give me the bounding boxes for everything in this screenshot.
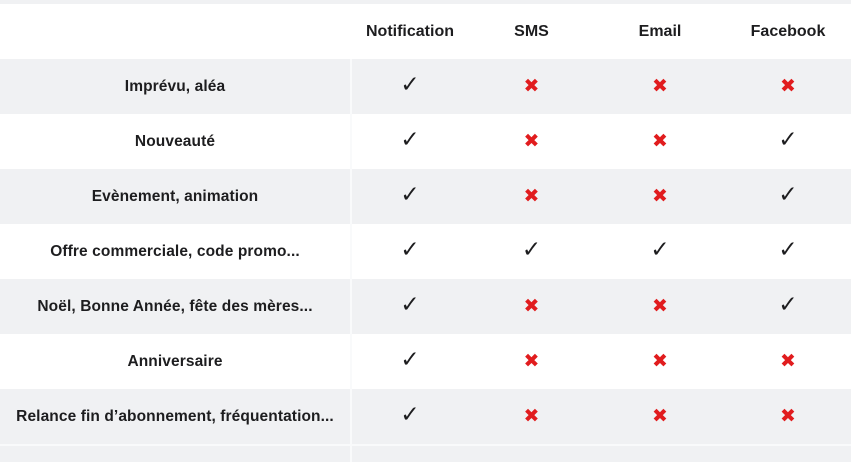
cross-icon: ✖ (652, 130, 668, 152)
row-label: Noël, Bonne Année, fête des mères... (0, 279, 352, 334)
table-row (0, 224, 851, 279)
table-row (0, 279, 851, 334)
cross-icon: ✖ (652, 185, 668, 207)
check-icon: ✓ (400, 182, 420, 208)
cross-icon: ✖ (652, 295, 668, 317)
row-label: Relance fin d’abonnement, fréquentation... (0, 389, 352, 444)
column-header-notification: Notification (366, 22, 454, 40)
cross-icon: ✖ (780, 75, 796, 97)
cross-icon: ✖ (523, 350, 540, 372)
check-icon: ✓ (400, 292, 420, 318)
cross-icon (725, 334, 851, 389)
cross-icon (595, 279, 725, 334)
check-icon (725, 169, 851, 224)
cross-icon: ✖ (523, 130, 540, 152)
cross-icon: ✖ (523, 185, 540, 207)
table-rows (0, 59, 851, 444)
check-icon (352, 279, 468, 334)
cross-icon (595, 334, 725, 389)
column-header-sms: SMS (514, 22, 549, 40)
footer-columns-area (352, 446, 851, 462)
row-label: Offre commerciale, code promo... (0, 224, 352, 279)
table-row (0, 59, 851, 114)
row-label: Anniversaire (0, 334, 352, 389)
cross-icon: ✖ (523, 405, 540, 427)
check-icon (352, 59, 468, 114)
cross-icon (725, 59, 851, 114)
cross-icon (468, 59, 595, 114)
check-icon: ✓ (650, 237, 670, 263)
check-icon (595, 224, 725, 279)
cross-icon: ✖ (523, 75, 540, 97)
cross-icon (468, 114, 595, 169)
check-icon (725, 279, 851, 334)
check-icon (725, 224, 851, 279)
check-icon (725, 114, 851, 169)
cross-icon (725, 389, 851, 444)
page-background-strip-bottom (0, 444, 851, 462)
check-icon (352, 334, 468, 389)
cross-icon: ✖ (523, 295, 540, 317)
check-icon: ✓ (400, 402, 420, 428)
cross-icon (468, 389, 595, 444)
row-label: Evènement, animation (0, 169, 352, 224)
cross-icon (468, 334, 595, 389)
table-row (0, 169, 851, 224)
row-label: Imprévu, aléa (0, 59, 352, 114)
cross-icon (595, 114, 725, 169)
table-row (0, 114, 851, 169)
check-icon (352, 114, 468, 169)
table-header-row (0, 4, 851, 59)
cross-icon: ✖ (652, 75, 668, 97)
check-icon: ✓ (778, 182, 798, 208)
footer-label-area (0, 446, 352, 462)
check-icon (468, 224, 595, 279)
check-icon: ✓ (400, 72, 420, 98)
cross-icon (595, 389, 725, 444)
cross-icon: ✖ (780, 350, 796, 372)
check-icon: ✓ (778, 127, 798, 153)
cross-icon (468, 279, 595, 334)
cross-icon: ✖ (652, 405, 668, 427)
channel-comparison-table (0, 4, 851, 444)
check-icon: ✓ (778, 237, 798, 263)
check-icon: ✓ (400, 127, 420, 153)
column-header-facebook: Facebook (750, 22, 826, 40)
check-icon: ✓ (400, 237, 420, 263)
check-icon (352, 224, 468, 279)
check-icon (352, 169, 468, 224)
check-icon: ✓ (400, 347, 420, 373)
cross-icon: ✖ (652, 350, 668, 372)
check-icon (352, 389, 468, 444)
table-row (0, 389, 851, 444)
table-row (0, 334, 851, 389)
cross-icon: ✖ (780, 405, 796, 427)
row-label: Nouveauté (0, 114, 352, 169)
cross-icon (595, 169, 725, 224)
cross-icon (595, 59, 725, 114)
column-header-email: Email (638, 22, 682, 40)
check-icon: ✓ (778, 292, 798, 318)
check-icon: ✓ (521, 237, 542, 263)
cross-icon (468, 169, 595, 224)
